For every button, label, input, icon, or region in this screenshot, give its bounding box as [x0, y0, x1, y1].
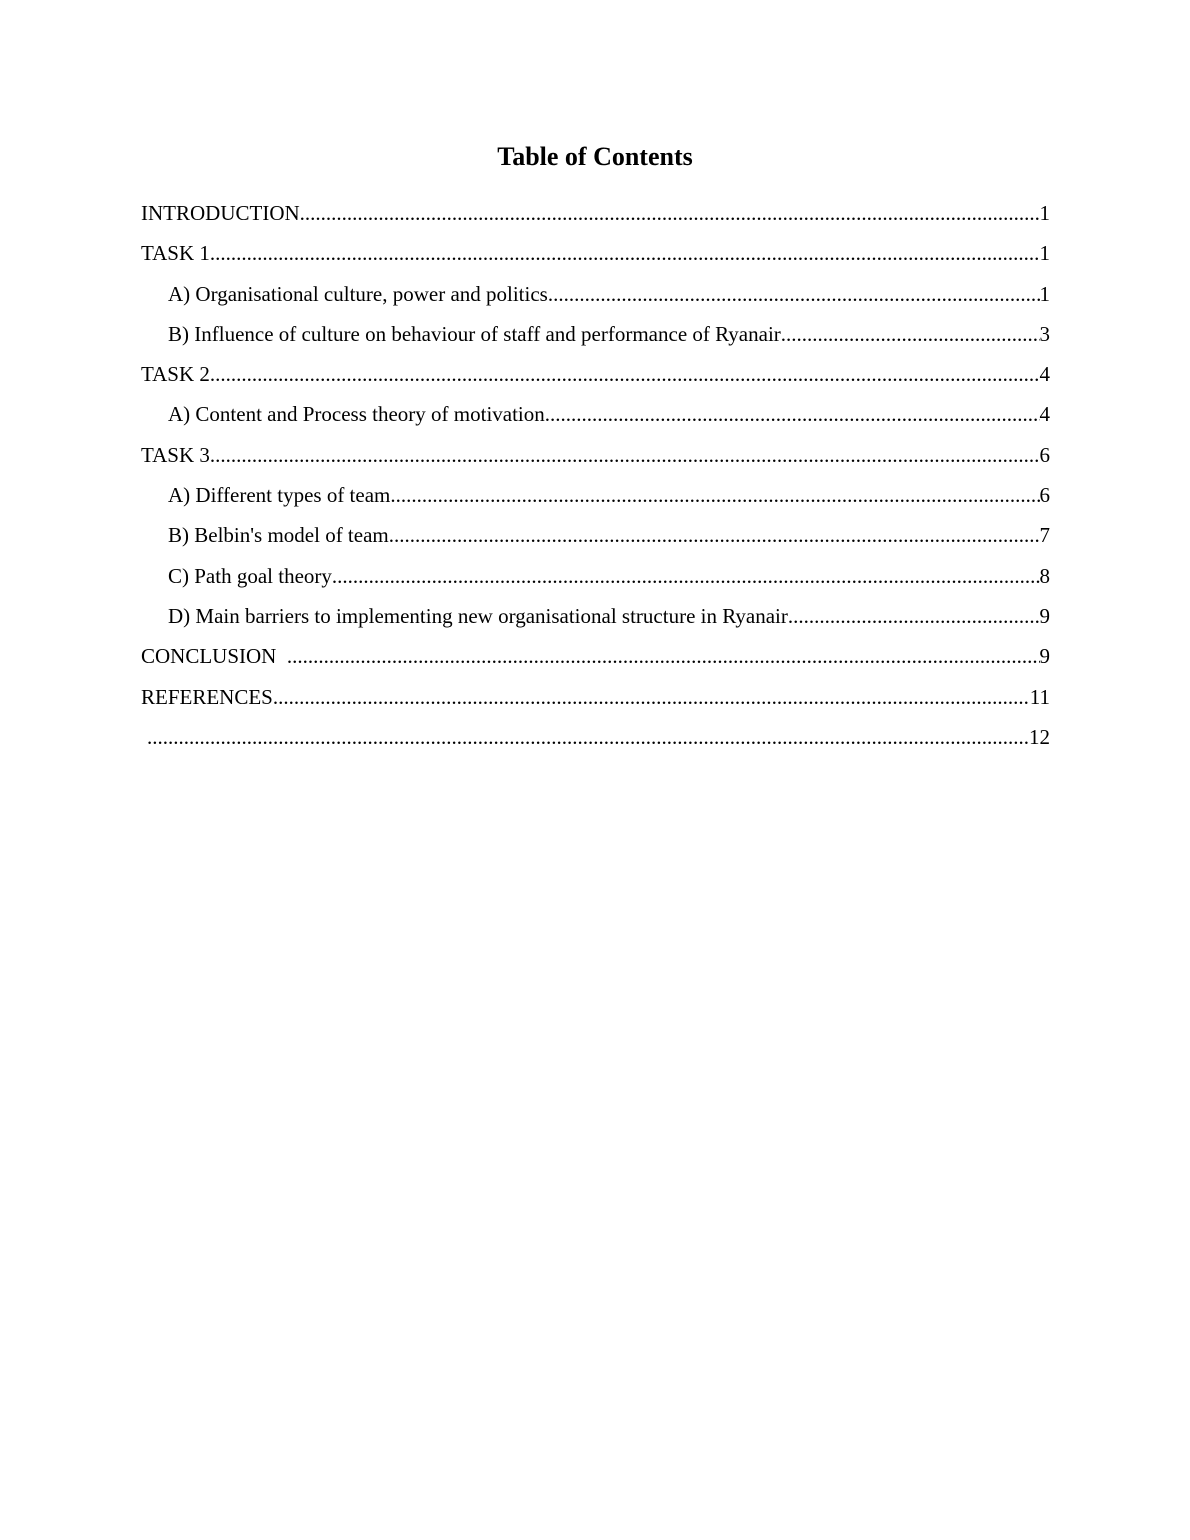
toc-entry-task-3[interactable]	[141, 438, 1050, 478]
toc-entry-task-3-d[interactable]	[141, 599, 1050, 639]
toc-entry-task-1[interactable]	[141, 236, 1050, 276]
toc-entry-label: INTRODUCTION	[141, 201, 300, 225]
toc-entry-task-3-a[interactable]	[141, 478, 1050, 518]
dot-leader	[390, 478, 1039, 512]
dot-leader	[210, 357, 1040, 391]
toc-entry-label: REFERENCES	[141, 684, 273, 709]
dot-leader	[147, 720, 1029, 754]
toc-entry-task-2[interactable]	[141, 357, 1050, 397]
dot-leader	[273, 680, 1030, 714]
dot-leader	[332, 559, 1040, 593]
toc-entry-introduction[interactable]	[141, 196, 1050, 236]
dot-leader	[548, 277, 1040, 311]
toc-entry-label: CONCLUSION	[141, 644, 287, 669]
toc-entry-task-1-a[interactable]	[141, 277, 1050, 317]
toc-entry-page: 6	[1039, 483, 1050, 508]
toc-entry-task-2-a[interactable]	[141, 397, 1050, 437]
dot-leader	[210, 236, 1040, 270]
toc-entry-conclusion[interactable]	[141, 639, 1050, 679]
toc-entry-page: 9	[1039, 603, 1050, 628]
toc-entry-page: 1	[1039, 281, 1050, 306]
toc-entry-task-3-c[interactable]	[141, 559, 1050, 599]
toc-entry-page: 12	[1029, 724, 1050, 749]
toc-list	[141, 196, 1050, 760]
dot-leader	[545, 397, 1040, 431]
dot-leader	[389, 518, 1040, 552]
toc-entry-page: 7	[1039, 523, 1050, 548]
toc-entry-label: TASK 2	[141, 362, 210, 387]
toc-entry-label: B) Belbin's model of team	[168, 523, 389, 548]
toc-title: Table of Contents	[497, 142, 693, 171]
dot-leader	[788, 599, 1040, 633]
toc-entry-page: 6	[1039, 442, 1050, 467]
toc-entry-page: 3	[1039, 321, 1050, 346]
toc-entry-label: B) Influence of culture on behaviour of staff and performance of Ryanair	[168, 321, 781, 346]
dot-leader	[210, 438, 1040, 472]
toc-entry-label: A) Content and Process theory of motivation	[168, 402, 545, 427]
toc-entry-page: 9	[1039, 644, 1050, 669]
toc-entry-unlabeled[interactable]	[141, 720, 1050, 760]
toc-entry-page: 1	[1039, 241, 1050, 266]
toc-entry-label: A) Different types of team	[168, 483, 391, 508]
toc-entry-task-1-b[interactable]	[141, 317, 1050, 357]
toc-entry-label: A) Organisational culture, power and politics	[168, 281, 548, 306]
dot-leader	[300, 196, 1040, 230]
toc-entry-task-3-b[interactable]	[141, 518, 1050, 558]
toc-entry-page: 8	[1039, 563, 1050, 588]
toc-entry-label: D) Main barriers to implementing new organisational structure in Ryanair	[168, 603, 788, 628]
toc-entry-page: 4	[1039, 402, 1050, 427]
toc-entry-references[interactable]	[141, 680, 1050, 720]
toc-entry-label: TASK 1	[141, 241, 210, 266]
toc-entry-label: TASK 3	[141, 442, 210, 467]
dot-leader	[781, 317, 1040, 351]
toc-entry-label: C) Path goal theory	[168, 563, 332, 588]
dot-leader	[287, 639, 1040, 673]
toc-entry-page: 1	[1039, 201, 1050, 225]
toc-entry-page: 11	[1029, 684, 1050, 709]
toc-entry-page: 4	[1039, 362, 1050, 387]
